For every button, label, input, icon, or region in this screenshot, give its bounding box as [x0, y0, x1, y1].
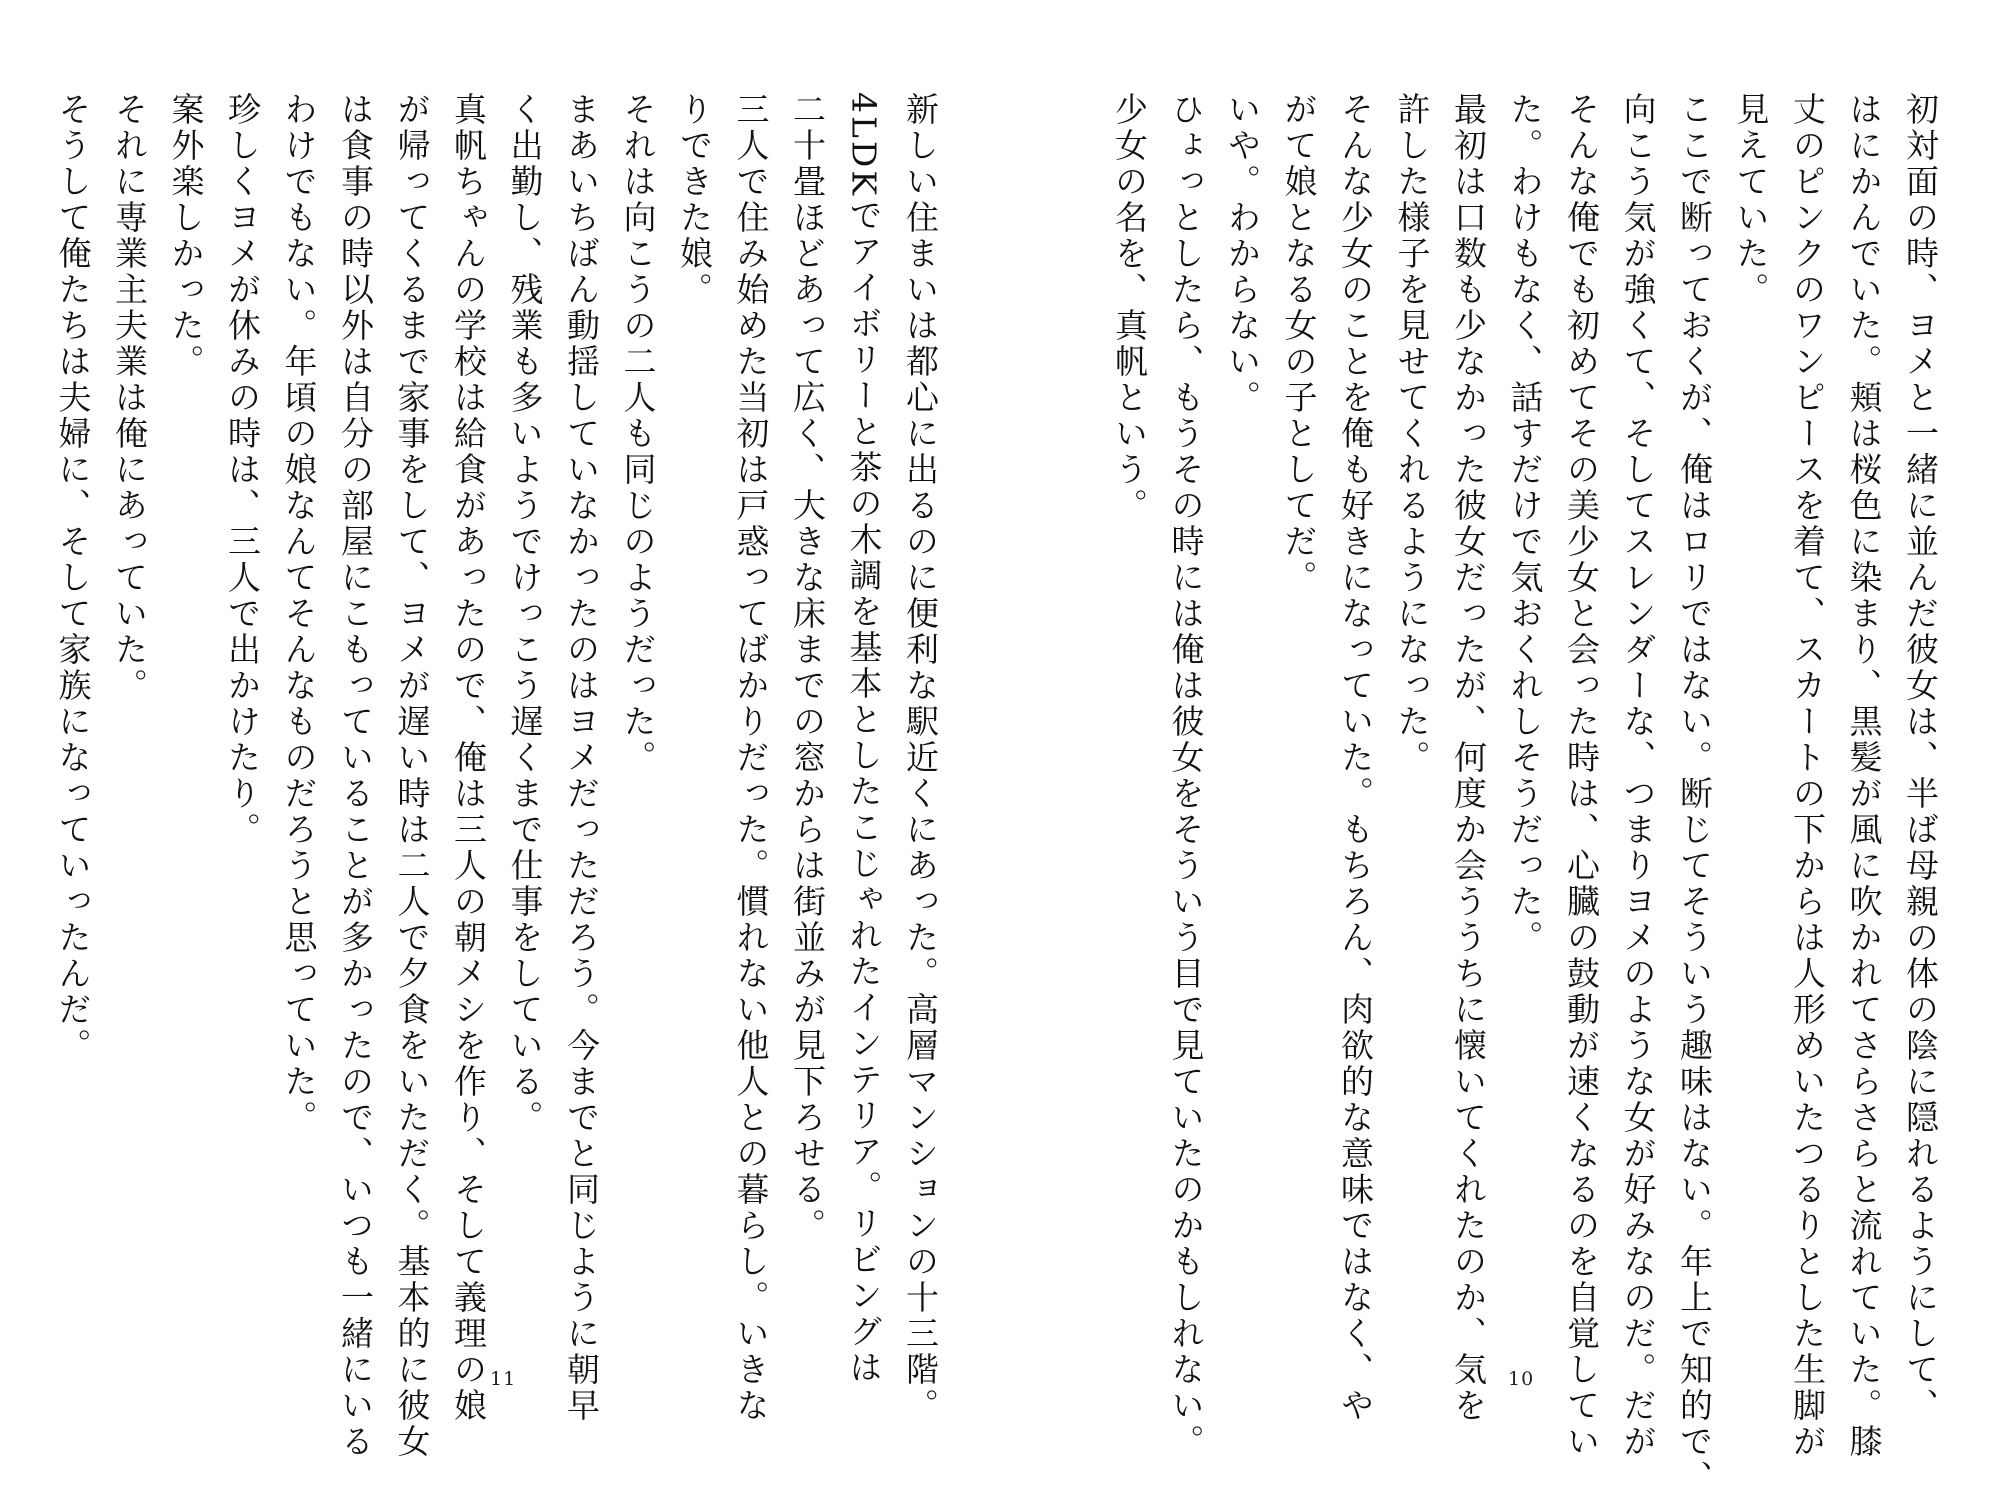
text-line: 許した様子を見せてくれるようになった。	[1392, 92, 1432, 776]
text-line: 初対面の時、ヨメと一緒に並んだ彼女は、半ば母親の体の陰に隠れるようにして、	[1901, 92, 1940, 1424]
text-line: 丈のピンクのワンピースを着て、スカートの下からは人形めいたつるりとした生脚が	[1788, 92, 1827, 1460]
text-line: は食事の時以外は自分の部屋にこもっていることが多かったので、いつも一緒にいる	[336, 92, 375, 1460]
text-line: 三人で住み始めた当初は戸惑ってばかりだった。慣れない他人との暮らし。いきな	[731, 92, 771, 1424]
right-page	[1000, 0, 2000, 1496]
text-line: が帰ってくるまで家事をして、ヨメが遅い時は二人で夕食をいただく。基本的に彼女	[392, 92, 432, 1460]
text-line: がて娘となる女の子としてだ。	[1279, 92, 1319, 596]
text-line: 見えていた。	[1731, 92, 1771, 308]
text-line: それは向こうの二人も同じのようだった。	[618, 92, 658, 776]
text-line: ここで断っておくが、俺はロリではない。断じてそういう趣味はない。年上で知的で、	[1675, 92, 1714, 1496]
text-line: ひょっとしたら、もうその時には俺は彼女をそういう目で見ていたのかもしれない。	[1166, 92, 1206, 1460]
text-line: はにかんでいた。頬は桜色に染まり、黒髪が風に吹かれてさらさらと流れていた。膝	[1844, 92, 1884, 1460]
left-page	[0, 0, 1000, 1460]
text-line: 最初は口数も少なかった彼女だったが、何度か会ううちに懐いてくれたのか、気を	[1449, 92, 1488, 1424]
text-line: く出勤し、残業も多いようでけっこう遅くまで仕事をしている。	[505, 92, 545, 1136]
text-line: わけでもない。年頃の娘なんてそんなものだろうと思っていた。	[279, 92, 319, 1136]
text-line: そんな少女のことを俺も好きになっていた。もちろん、肉欲的な意味ではなく、や	[1336, 92, 1375, 1424]
text-line: それに専業主夫業は俺にあっていた。	[110, 92, 149, 704]
text-line: 向こう気が強くて、そしてスレンダーな、つまりヨメのような女が好みなのだ。だが	[1618, 92, 1658, 1460]
text-line: た。わけもなく、話すだけで気おくれしそうだった。	[1505, 92, 1545, 956]
page-number: 10	[1508, 1368, 1535, 1390]
text-line: 4LDKでアイボリーと茶の木調を基本としたこじゃれたインテリア。リビングは	[844, 92, 884, 1387]
text-line: りできた娘。	[675, 92, 714, 308]
text-line: 少女の名を、真帆という。	[1110, 92, 1149, 524]
text-line: 真帆ちゃんの学校は給食があったので、俺は三人の朝メシを作り、そして義理の娘	[449, 92, 488, 1424]
text-line: 二十畳ほどあって広く、大きな床までの窓からは街並みが見下ろせる。	[788, 92, 827, 1244]
text-line: いや。わからない。	[1223, 92, 1262, 416]
text-line: 新しい住まいは都心に出るのに便利な駅近くにあった。高層マンションの十三階。	[901, 92, 940, 1424]
page-number: 11	[490, 1368, 517, 1390]
text-line: 珍しくヨメが休みの時は、三人で出かけたり。	[223, 92, 262, 848]
text-line: まあいちばん動揺していなかったのはヨメだっただろう。今までと同じように朝早	[562, 92, 601, 1424]
text-line: そうして俺たちは夫婦に、そして家族になっていったんだ。	[53, 92, 93, 1064]
text-line: そんな俺でも初めてその美少女と会った時は、心臓の鼓動が速くなるのを自覚してい	[1562, 92, 1601, 1460]
text-line: 案外楽しかった。	[166, 92, 206, 380]
